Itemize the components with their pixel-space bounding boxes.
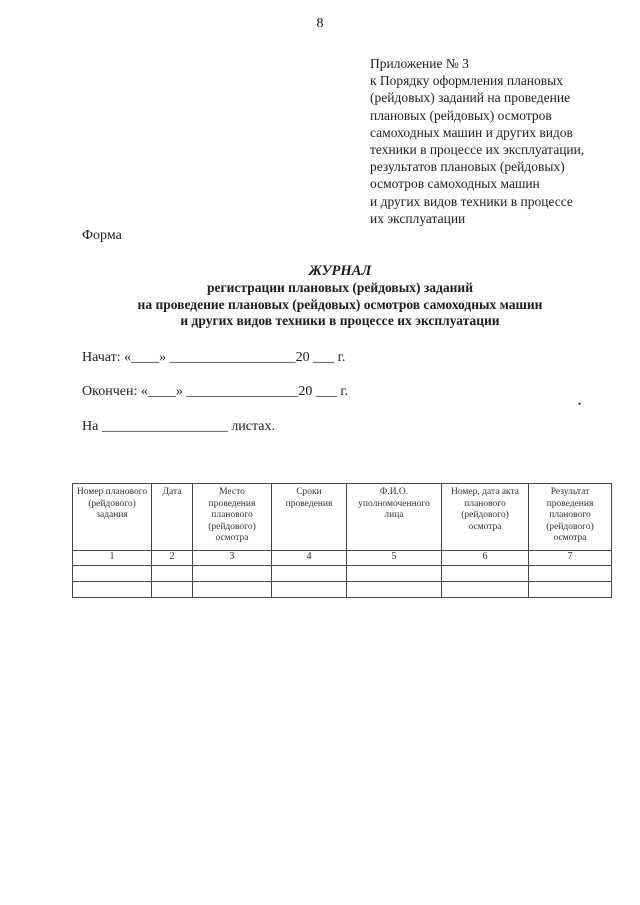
appendix-line: плановых (рейдовых) осмотров [370,107,552,123]
appendix-line: техники в процессе их эксплуатации, [370,142,585,158]
column-header-official: Ф.И.О. уполномоченного лица [347,484,442,551]
margin-mark: • [578,399,582,409]
column-header-act: Номер, дата акта планового (рейдового) осмотра [442,484,529,551]
table-cell [272,566,347,582]
appendix-line: к Порядку оформления плановых [370,73,563,89]
appendix-line: их эксплуатации [370,210,466,226]
table-cell [347,566,442,582]
column-header-place: Место проведения планового (рейдового) осмотра [193,484,272,551]
started-date-line: Начат: «____» __________________20 ___ г. [82,350,346,365]
table-cell [193,566,272,582]
appendix-line: (рейдовых) заданий на проведение [370,90,571,106]
journal-title: ЖУРНАЛ [308,263,372,279]
page-number: 8 [316,16,324,31]
table-cell [442,582,529,598]
journal-subtitle-line: регистрации плановых (рейдовых) заданий [207,280,473,295]
appendix-line: и других видов техники в процессе [370,193,573,209]
appendix-line: самоходных машин и других видов [370,124,573,140]
table-cell [152,582,193,598]
column-header-terms: Сроки проведения [272,484,347,551]
column-number: 1 [73,551,152,566]
appendix-note [370,55,632,227]
appendix-line: результатов плановых (рейдовых) [370,159,565,175]
table-cell [272,582,347,598]
table-cell [442,566,529,582]
journal-subtitle-line: на проведение плановых (рейдовых) осмотров самоходных машин [137,296,543,312]
sheets-count-line: На __________________ листах. [82,419,276,434]
table-header-row [73,484,612,551]
appendix-line: Приложение № 3 [370,56,469,71]
column-number: 5 [347,551,442,566]
column-header-result: Результат проведения планового (рейдового) осмотра [529,484,612,551]
column-number: 2 [152,551,193,566]
column-number: 4 [272,551,347,566]
finished-date-line: Окончен: «____» ________________20 ___ г. [82,384,348,399]
column-header-date: Дата [152,484,193,551]
journal-subtitle-line: и других видов техники в процессе их эксплуатации [180,313,500,328]
journal-table [72,483,612,598]
table-row [73,566,612,582]
table-cell [529,582,612,598]
column-number: 7 [529,551,612,566]
table-cell [73,566,152,582]
column-number-row [73,551,612,566]
table-cell [152,566,193,582]
table-cell [347,582,442,598]
journal-title-block [60,262,620,330]
appendix-line: осмотров самоходных машин [370,176,540,192]
column-header-task-number: Номер планового (рейдового) задания [73,484,152,551]
table-row [73,582,612,598]
table-cell [529,566,612,582]
column-number: 3 [193,551,272,566]
column-number: 6 [442,551,529,566]
table-cell [73,582,152,598]
table-cell [193,582,272,598]
form-label: Форма [82,228,122,243]
